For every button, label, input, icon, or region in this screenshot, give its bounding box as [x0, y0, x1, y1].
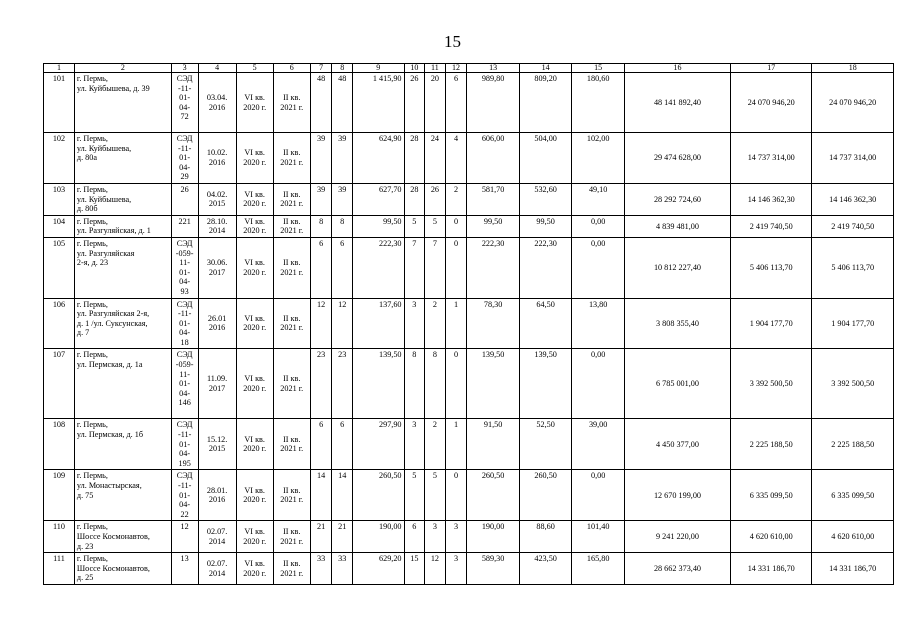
col16-cell: 29 474 628,00 — [624, 133, 730, 184]
col10-cell: 6 — [404, 521, 425, 553]
col15-cell: 165,80 — [572, 553, 625, 585]
col10-cell: 28 — [404, 133, 425, 184]
column-header-12: 12 — [445, 64, 467, 73]
col12-cell: 0 — [445, 349, 467, 419]
housing-register-table — [43, 63, 894, 585]
date-cell: 04.02. 2015 — [198, 183, 236, 215]
col11-cell: 2 — [425, 298, 446, 349]
col11-cell: 24 — [425, 133, 446, 184]
period-end-cell: II кв. 2021 г. — [273, 349, 310, 419]
col10-cell: 26 — [404, 73, 425, 133]
date-cell: 03.04. 2016 — [198, 73, 236, 133]
col18-cell: 6 335 099,50 — [812, 470, 894, 521]
column-header-4: 4 — [198, 64, 236, 73]
col17-cell: 5 406 113,70 — [731, 237, 812, 298]
address-cell: г. Пермь, ул. Разгуляйская, д. 1 — [74, 215, 171, 237]
period-start-cell: VI кв. 2020 г. — [236, 553, 273, 585]
col11-cell: 3 — [425, 521, 446, 553]
document-code-cell: СЭД -11- 01- 04- 22 — [171, 470, 198, 521]
col16-cell: 4 839 481,00 — [624, 215, 730, 237]
document-code-cell: 12 — [171, 521, 198, 553]
period-start-cell: VI кв. 2020 г. — [236, 419, 273, 470]
col17-cell: 24 070 946,20 — [731, 73, 812, 133]
col10-cell: 15 — [404, 553, 425, 585]
col17-cell: 14 331 186,70 — [731, 553, 812, 585]
col15-cell: 0,00 — [572, 349, 625, 419]
col12-cell: 6 — [445, 73, 467, 133]
document-code-cell: 13 — [171, 553, 198, 585]
period-end-cell: II кв. 2021 г. — [273, 237, 310, 298]
col14-cell: 532,60 — [519, 183, 572, 215]
col13-cell: 606,00 — [467, 133, 520, 184]
col7-cell: 48 — [310, 73, 332, 133]
col10-cell: 3 — [404, 298, 425, 349]
col17-cell: 2 225 188,50 — [731, 419, 812, 470]
col11-cell: 5 — [425, 215, 446, 237]
col15-cell: 101,40 — [572, 521, 625, 553]
document-code-cell: СЭД -11- 01- 04- 72 — [171, 73, 198, 133]
col9-cell: 629,20 — [353, 553, 405, 585]
table-row — [44, 133, 894, 184]
col17-cell: 6 335 099,50 — [731, 470, 812, 521]
col16-cell: 28 292 724,60 — [624, 183, 730, 215]
col13-cell: 190,00 — [467, 521, 520, 553]
col9-cell: 260,50 — [353, 470, 405, 521]
col7-cell: 6 — [310, 419, 332, 470]
period-end-cell: II кв. 2021 г. — [273, 133, 310, 184]
col8-cell: 23 — [332, 349, 353, 419]
address-cell: г. Пермь, ул. Пермская, д. 1а — [74, 349, 171, 419]
row-number: 107 — [44, 349, 75, 419]
col14-cell: 52,50 — [519, 419, 572, 470]
column-header-7: 7 — [310, 64, 332, 73]
col13-cell: 78,30 — [467, 298, 520, 349]
col8-cell: 6 — [332, 237, 353, 298]
col17-cell: 3 392 500,50 — [731, 349, 812, 419]
col14-cell: 423,50 — [519, 553, 572, 585]
col9-cell: 624,90 — [353, 133, 405, 184]
col9-cell: 222,30 — [353, 237, 405, 298]
address-cell: г. Пермь, ул. Разгуляйская 2-я, д. 23 — [74, 237, 171, 298]
col12-cell: 3 — [445, 521, 467, 553]
address-cell: г. Пермь, ул. Разгуляйская 2-я, д. 1 /ул. Суксунская, д. 7 — [74, 298, 171, 349]
row-number: 110 — [44, 521, 75, 553]
column-header-9: 9 — [353, 64, 405, 73]
col10-cell: 7 — [404, 237, 425, 298]
document-code-cell: СЭД -059- 11- 01- 04- 93 — [171, 237, 198, 298]
col18-cell: 14 146 362,30 — [812, 183, 894, 215]
col11-cell: 12 — [425, 553, 446, 585]
period-start-cell: VI кв. 2020 г. — [236, 73, 273, 133]
row-number: 102 — [44, 133, 75, 184]
period-start-cell: VI кв. 2020 г. — [236, 183, 273, 215]
document-code-cell: СЭД -11- 01- 04- 195 — [171, 419, 198, 470]
date-cell: 15.12. 2015 — [198, 419, 236, 470]
col12-cell: 0 — [445, 470, 467, 521]
col13-cell: 99,50 — [467, 215, 520, 237]
column-header-18: 18 — [812, 64, 894, 73]
col14-cell: 88,60 — [519, 521, 572, 553]
col15-cell: 102,00 — [572, 133, 625, 184]
column-header-14: 14 — [519, 64, 572, 73]
col18-cell: 24 070 946,20 — [812, 73, 894, 133]
period-end-cell: II кв. 2021 г. — [273, 521, 310, 553]
col18-cell: 2 225 188,50 — [812, 419, 894, 470]
column-header-17: 17 — [731, 64, 812, 73]
col8-cell: 33 — [332, 553, 353, 585]
col11-cell: 5 — [425, 470, 446, 521]
period-end-cell: II кв. 2021 г. — [273, 470, 310, 521]
col14-cell: 504,00 — [519, 133, 572, 184]
col17-cell: 14 146 362,30 — [731, 183, 812, 215]
col9-cell: 1 415,90 — [353, 73, 405, 133]
col11-cell: 8 — [425, 349, 446, 419]
table-body — [44, 73, 894, 585]
col12-cell: 2 — [445, 183, 467, 215]
col11-cell: 7 — [425, 237, 446, 298]
col7-cell: 14 — [310, 470, 332, 521]
period-start-cell: VI кв. 2020 г. — [236, 349, 273, 419]
col11-cell: 20 — [425, 73, 446, 133]
col12-cell: 4 — [445, 133, 467, 184]
col9-cell: 190,00 — [353, 521, 405, 553]
col17-cell: 4 620 610,00 — [731, 521, 812, 553]
col8-cell: 6 — [332, 419, 353, 470]
col13-cell: 260,50 — [467, 470, 520, 521]
date-cell: 10.02. 2016 — [198, 133, 236, 184]
column-header-2: 2 — [74, 64, 171, 73]
col7-cell: 8 — [310, 215, 332, 237]
col12-cell: 0 — [445, 237, 467, 298]
address-cell: г. Пермь, Шоссе Космонавтов, д. 25 — [74, 553, 171, 585]
col16-cell: 6 785 001,00 — [624, 349, 730, 419]
col8-cell: 48 — [332, 73, 353, 133]
row-number: 105 — [44, 237, 75, 298]
col17-cell: 1 904 177,70 — [731, 298, 812, 349]
row-number: 103 — [44, 183, 75, 215]
col18-cell: 5 406 113,70 — [812, 237, 894, 298]
col7-cell: 12 — [310, 298, 332, 349]
col13-cell: 222,30 — [467, 237, 520, 298]
date-cell: 11.09. 2017 — [198, 349, 236, 419]
row-number: 106 — [44, 298, 75, 349]
period-end-cell: II кв. 2021 г. — [273, 419, 310, 470]
column-header-10: 10 — [404, 64, 425, 73]
header-row — [44, 64, 894, 73]
date-cell: 26.01 2016 — [198, 298, 236, 349]
period-start-cell: VI кв. 2020 г. — [236, 133, 273, 184]
col15-cell: 13,80 — [572, 298, 625, 349]
col12-cell: 0 — [445, 215, 467, 237]
period-end-cell: II кв. 2021 г. — [273, 298, 310, 349]
col16-cell: 48 141 892,40 — [624, 73, 730, 133]
column-header-1: 1 — [44, 64, 75, 73]
col12-cell: 3 — [445, 553, 467, 585]
col10-cell: 28 — [404, 183, 425, 215]
col13-cell: 139,50 — [467, 349, 520, 419]
address-cell: г. Пермь, ул. Куйбышева, д. 39 — [74, 73, 171, 133]
col9-cell: 297,90 — [353, 419, 405, 470]
table-row — [44, 215, 894, 237]
date-cell: 30.06. 2017 — [198, 237, 236, 298]
table-row — [44, 183, 894, 215]
period-start-cell: VI кв. 2020 г. — [236, 521, 273, 553]
col10-cell: 3 — [404, 419, 425, 470]
date-cell: 02.07. 2014 — [198, 521, 236, 553]
document-code-cell: СЭД -059- 11- 01- 04- 146 — [171, 349, 198, 419]
column-header-16: 16 — [624, 64, 730, 73]
col16-cell: 12 670 199,00 — [624, 470, 730, 521]
col14-cell: 64,50 — [519, 298, 572, 349]
period-start-cell: VI кв. 2020 г. — [236, 298, 273, 349]
col10-cell: 5 — [404, 470, 425, 521]
col15-cell: 0,00 — [572, 215, 625, 237]
col11-cell: 26 — [425, 183, 446, 215]
col11-cell: 2 — [425, 419, 446, 470]
period-start-cell: VI кв. 2020 г. — [236, 215, 273, 237]
col8-cell: 12 — [332, 298, 353, 349]
column-header-8: 8 — [332, 64, 353, 73]
col8-cell: 14 — [332, 470, 353, 521]
address-cell: г. Пермь, ул. Монастырская, д. 75 — [74, 470, 171, 521]
document-code-cell: 221 — [171, 215, 198, 237]
period-end-cell: II кв. 2021 г. — [273, 553, 310, 585]
col15-cell: 180,60 — [572, 73, 625, 133]
table-row — [44, 73, 894, 133]
col15-cell: 39,00 — [572, 419, 625, 470]
column-header-5: 5 — [236, 64, 273, 73]
col18-cell: 2 419 740,50 — [812, 215, 894, 237]
col8-cell: 39 — [332, 183, 353, 215]
date-cell: 28.10. 2014 — [198, 215, 236, 237]
col9-cell: 139,50 — [353, 349, 405, 419]
col15-cell: 0,00 — [572, 237, 625, 298]
col15-cell: 49,10 — [572, 183, 625, 215]
col14-cell: 809,20 — [519, 73, 572, 133]
address-cell: г. Пермь, ул. Куйбышева, д. 80а — [74, 133, 171, 184]
col16-cell: 3 808 355,40 — [624, 298, 730, 349]
col7-cell: 39 — [310, 183, 332, 215]
col7-cell: 23 — [310, 349, 332, 419]
document-code-cell: СЭД -11- 01- 04- 29 — [171, 133, 198, 184]
col18-cell: 3 392 500,50 — [812, 349, 894, 419]
period-end-cell: II кв. 2021 г. — [273, 183, 310, 215]
column-header-3: 3 — [171, 64, 198, 73]
date-cell: 02.07. 2014 — [198, 553, 236, 585]
row-number: 104 — [44, 215, 75, 237]
col13-cell: 91,50 — [467, 419, 520, 470]
col7-cell: 6 — [310, 237, 332, 298]
col7-cell: 21 — [310, 521, 332, 553]
col16-cell: 4 450 377,00 — [624, 419, 730, 470]
document-code-cell: СЭД -11- 01- 04- 18 — [171, 298, 198, 349]
col8-cell: 8 — [332, 215, 353, 237]
col7-cell: 39 — [310, 133, 332, 184]
table-row — [44, 553, 894, 585]
col8-cell: 39 — [332, 133, 353, 184]
column-header-6: 6 — [273, 64, 310, 73]
col15-cell: 0,00 — [572, 470, 625, 521]
row-number: 109 — [44, 470, 75, 521]
column-header-15: 15 — [572, 64, 625, 73]
col13-cell: 989,80 — [467, 73, 520, 133]
period-start-cell: VI кв. 2020 г. — [236, 237, 273, 298]
col18-cell: 4 620 610,00 — [812, 521, 894, 553]
table-row — [44, 521, 894, 553]
document-code-cell: 26 — [171, 183, 198, 215]
period-end-cell: II кв. 2021 г. — [273, 215, 310, 237]
address-cell: г. Пермь, Шоссе Космонавтов, д. 23 — [74, 521, 171, 553]
table-row — [44, 298, 894, 349]
col17-cell: 2 419 740,50 — [731, 215, 812, 237]
col18-cell: 1 904 177,70 — [812, 298, 894, 349]
col14-cell: 99,50 — [519, 215, 572, 237]
col14-cell: 222,30 — [519, 237, 572, 298]
col7-cell: 33 — [310, 553, 332, 585]
col10-cell: 8 — [404, 349, 425, 419]
col10-cell: 5 — [404, 215, 425, 237]
col16-cell: 28 662 373,40 — [624, 553, 730, 585]
col14-cell: 139,50 — [519, 349, 572, 419]
col16-cell: 9 241 220,00 — [624, 521, 730, 553]
page-number: 15 — [444, 32, 461, 51]
date-cell: 28.01. 2016 — [198, 470, 236, 521]
col9-cell: 137,60 — [353, 298, 405, 349]
col9-cell: 627,70 — [353, 183, 405, 215]
col16-cell: 10 812 227,40 — [624, 237, 730, 298]
table-row — [44, 470, 894, 521]
col17-cell: 14 737 314,00 — [731, 133, 812, 184]
row-number: 101 — [44, 73, 75, 133]
row-number: 108 — [44, 419, 75, 470]
table-row — [44, 237, 894, 298]
col9-cell: 99,50 — [353, 215, 405, 237]
period-start-cell: VI кв. 2020 г. — [236, 470, 273, 521]
col18-cell: 14 331 186,70 — [812, 553, 894, 585]
col12-cell: 1 — [445, 419, 467, 470]
period-end-cell: II кв. 2021 г. — [273, 73, 310, 133]
col13-cell: 589,30 — [467, 553, 520, 585]
column-header-13: 13 — [467, 64, 520, 73]
col13-cell: 581,70 — [467, 183, 520, 215]
address-cell: г. Пермь, ул. Куйбышева, д. 80б — [74, 183, 171, 215]
col12-cell: 1 — [445, 298, 467, 349]
col18-cell: 14 737 314,00 — [812, 133, 894, 184]
column-header-11: 11 — [425, 64, 446, 73]
col8-cell: 21 — [332, 521, 353, 553]
table-row — [44, 419, 894, 470]
col14-cell: 260,50 — [519, 470, 572, 521]
row-number: 111 — [44, 553, 75, 585]
table-row — [44, 349, 894, 419]
address-cell: г. Пермь, ул. Пермская, д. 1б — [74, 419, 171, 470]
